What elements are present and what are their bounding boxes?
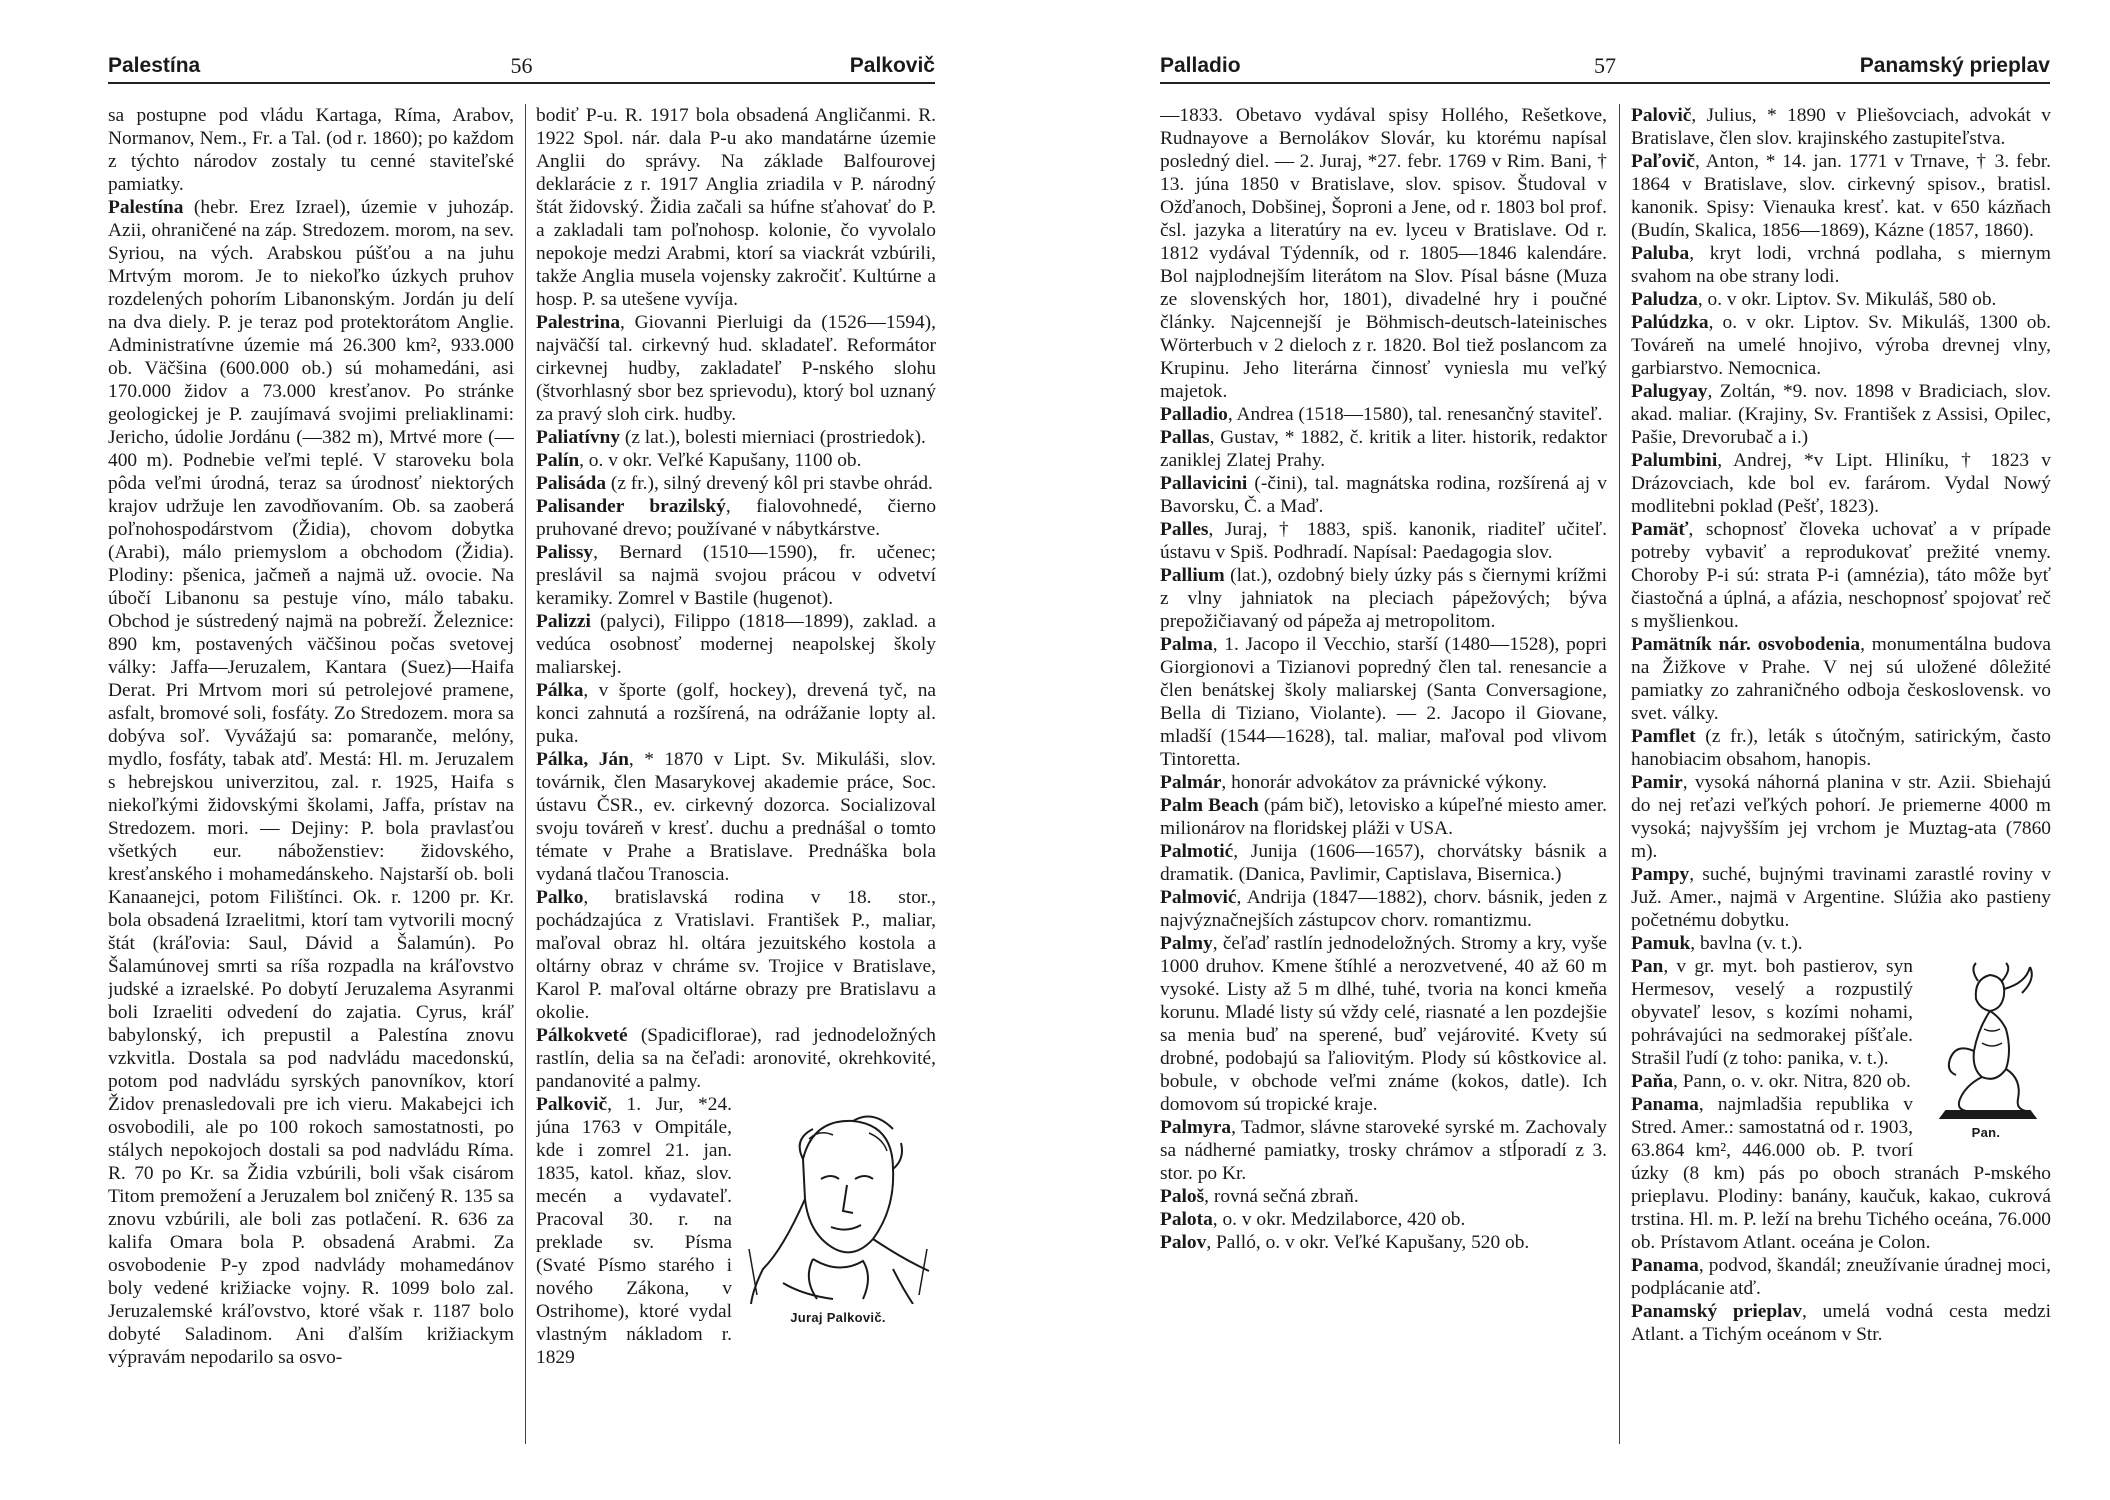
dictionary-entry <box>1631 311 2051 380</box>
entry-headword: Palles <box>1160 519 1209 540</box>
dictionary-entry <box>108 196 514 1369</box>
dictionary-entry <box>1631 725 2051 771</box>
entry-headword: Palko <box>536 887 584 908</box>
entry-headword: Pálka, Ján <box>536 749 629 770</box>
entry-text: (hebr. Erez Izrael), územie v juhozáp. Azii, ohraničené na záp. Stredozem. morom, na sev. Syriou, na vých. Arabskou púšťou a na juhu Mrtvým morom. Je to niekoľko úzkych pruhov rozdelených pohorím Libanonským. Jordán ju delí na dva diely. P. je teraz pod protektorátom Anglie. Administratívne územie má 26.300 km², 933.000 ob. Väčšina (600.000 ob.) sú mohamedáni, asi 170.000 židov a 73.000 kresťanov. Po stránke geologickej je P. zaujímavá svojimi preliaklinami: Jericho, údolie Jordánu (—382 m), Mrtvé more (—400 m). Podnebie veľmi teplé. V staroveku bola pôda veľmi úrodná, teraz sa úrodnosť niektorých krajov udržuje len zavodňovaním. Ob. sa zaoberá poľnohospodárstvom (Židia), chovom dobytka (Arabi), málo priemyslom a obchodom (Židia). Plodiny: pšenica, jačmeň a najmä už. ovocie. Na úbočí Libanonu sa pestuje víno, málo tabaku. Obchod je sústredený najmä na pobreží. Železnice: 890 km, postavených väčšinou počas svetovej války: Jaffa—Jeruzalem, Kantara (Suez)—Haifa Derat. Pri Mrtvom mori sú petrolejové pramene, asfalt, bromové soli, fosfáty. Zo Stredozem. mora sa dobýva soľ. Vyvážajú sa: pomaranče, melóny, mydlo, fosfáty, tabak atď. Mestá: Hl. m. Jeruzalem s hebrejskou univerzitou, zal. r. 1925, Haifa s niekoľkými židovskými školami, Jaffa, prístav na Stredozem. mori. — Dejiny: P. bola pravlasťou všetkých eur. náboženstiev: židovského, kresťanského i mohamedánskeho. Najstarší ob. boli Kanaanejci, potom Filištínci. Ok. r. 1200 pr. Kr. bola obsadená Izraelitmi, ktorí tam vytvorili mocný štát (kráľovia: Saul, Dávid a Šalamún). Po Šalamúnovej smrti sa ríša rozpadla na kráľovstvo judské a izraelské. Po dobytí Jeruzalema Asyranmi boli Izraeliti odvedení do zajatia. Cyrus, kráľ babylonský, ich prepustil a Palestína znovu vzkvitla. Dostala sa pod nadvládu macedonskú, potom pod nadvládu syrských panovníkov, ktorí Židov prenasledovali pre ich vieru. Makabejci ich osvobodili, ale po 100 rokoch samostatnosti, po stálych nepokojoch dostali sa pod nadvládu Ríma. R. 70 po Kr. sa Židia vzbúrili, boli však cisárom Titom premožení a Jeruzalem bol zničený R. 135 sa znovu vzbúrili, ale boli zas potlačení. R. 636 za kalifa Omara bola P. obsadená Arabmi. Za osvobodenie P-y zpod nadvlády mohamedánov boly vedené križiacke vojny. R. 1099 bolo zal. Jeruzalemské kráľovstvo, ktoré však r. 1187 bolo dobyté Saladinom. Ani ďalším križiackym výpravám nepodarilo sa osvo- <box>108 197 514 1368</box>
entry-headword: Palizzi <box>536 611 591 632</box>
entry-text: , o. v okr. Liptov. Sv. Mikuláš, 580 ob. <box>1697 289 1997 310</box>
entry-text: (z fr.), leták s útočným, satirickým, často hanobiacim obsahom, hanopis. <box>1631 726 2051 770</box>
entry-headword: Palissy <box>536 542 594 563</box>
entry-headword: Pallavicini <box>1160 473 1248 494</box>
right-page <box>1055 0 2110 1500</box>
pan-statue-illustration-icon <box>1926 959 2046 1119</box>
dictionary-entry <box>536 472 936 495</box>
entry-text: (z fr.), silný drevený kôl pri stavbe ohrád. <box>606 473 933 494</box>
entry-text: , o. v okr. Medzilaborce, 420 ob. <box>1212 1209 1466 1230</box>
page-number: 57 <box>1594 53 1616 78</box>
dictionary-entry <box>1160 1116 1607 1185</box>
page-number: 56 <box>510 53 533 78</box>
entry-headword: Palma <box>1160 634 1213 655</box>
header-left-guideword: Palestína <box>108 54 201 77</box>
dictionary-entry <box>1160 771 1607 794</box>
entry-text: , bavlna (v. t.). <box>1690 933 1803 954</box>
entry-text: , o. v okr. Veľké Kapušany, 1100 ob. <box>579 450 862 471</box>
entry-text: , v gr. myt. boh pastierov, syn Hermesov, veselý a rozpustilý obyvateľ lesov, s kozími nohami, pohrávajúci na sedmorakej píšťale. Strašil ľudí (z toho: panika, v. t.). <box>1631 956 1913 1069</box>
entry-text: , 1. Jacopo il Vecchio, starší (1480—1528), popri Giorgionovi a Tizianovi popredný člen tal. renesancie a člen benátskej školy maliarskej (Santa Conversagione, Bella di Tiziano, Violante). — 2. Jacopo il Giovane, mladší (1544—1628), tal. maliar, maľoval pod vlivom Tintoretta. <box>1160 634 1607 770</box>
entry-text: , umelá vodná cesta medzi Atlant. a Tichým oceánom v Str. <box>1631 1301 2051 1345</box>
entry-headword: Palkovič <box>536 1094 608 1115</box>
dictionary-entry <box>1160 564 1607 633</box>
entry-text: (z lat.), bolesti mierniaci (prostriedok). <box>620 427 926 448</box>
entry-text: , podvod, škandál; zneužívanie úradnej moci, podplácanie atď. <box>1631 1255 2051 1299</box>
entry-headword: Palumbini <box>1631 450 1718 471</box>
header-left-guideword: Palladio <box>1160 54 1241 77</box>
entry-headword: Palestína <box>108 197 184 218</box>
entry-text: , rovná sečná zbraň. <box>1204 1186 1359 1207</box>
dictionary-entry <box>1160 633 1607 771</box>
dictionary-entry <box>536 311 936 426</box>
figure-caption: Juraj Palkovič. <box>790 1310 886 1325</box>
figure-caption: Pan. <box>1971 1125 2001 1140</box>
entry-headword: Pallium <box>1160 565 1225 586</box>
entry-text: , Andrej, *v Lipt. Hliníku, † 1823 v Drázovciach, kde bol ev. farárom. Vydal Nowý modlitebni poklad (Pešť, 1823). <box>1631 450 2051 517</box>
dictionary-entry <box>536 886 936 1024</box>
dictionary-entry <box>1160 472 1607 518</box>
dictionary-entry <box>536 495 936 541</box>
entry-headword: Palovič <box>1631 105 1692 126</box>
entry-headword: Palín <box>536 450 580 471</box>
dictionary-entry <box>1160 1185 1607 1208</box>
dictionary-entry <box>1631 863 2051 932</box>
entry-headword: Palm Beach <box>1160 795 1259 816</box>
dictionary-entry <box>536 104 936 311</box>
dictionary-entry <box>536 449 936 472</box>
entry-headword: Paloš <box>1160 1186 1205 1207</box>
entry-text: , Julius, * 1890 v Pliešovciach, advokát v Bratislave, člen slov. krajinského zastupiteľstva. <box>1631 105 2051 149</box>
entry-text: , 1. Jur, *24. júna 1763 v Ompitále, kde i zomrel 21. jan. 1835, katol. kňaz, slov. mecén a vydavateľ. Pracoval 30. r. na preklade sv. Písma (Svaté Písmo starého i nového Zákona, v Ostrihome), ktoré vydal vlastným nákladom r. 1829 <box>536 1094 732 1368</box>
entry-headword: Pallas <box>1160 427 1210 448</box>
entry-headword: Palmotić <box>1160 841 1234 862</box>
entry-text: , najmladšia republika v Stred. Amer.: samostatná od r. 1903, 63.864 km², 446.000 ob. P. tvorí úzky (8 km) pás po oboch stranách P-mského prieplavu. Plodiny: banány, kaučuk, kakao, cukrová trstina. Hl. m. P. leží na brehu Tichého oceána, 76.000 ob. Prístavom Atlant. oceána je Colon. <box>1631 1094 2051 1253</box>
entry-text: , Zoltán, *9. nov. 1898 v Bradiciach, slov. akad. maliar. (Krajiny, Sv. František z Assisi, Opilec, Pašie, Drevorubač a i.) <box>1631 381 2051 448</box>
dictionary-entry <box>536 1024 936 1093</box>
entry-headword: Paluba <box>1631 243 1690 264</box>
text-column-1 <box>108 104 514 1444</box>
dictionary-entry <box>1160 518 1607 564</box>
entry-headword: Pálkokveté <box>536 1025 628 1046</box>
dictionary-entry <box>1631 150 2051 242</box>
entry-headword: Palmár <box>1160 772 1222 793</box>
dictionary-entry <box>1160 886 1607 932</box>
entry-headword: Palmy <box>1160 933 1213 954</box>
entry-headword: Pamflet <box>1631 726 1696 747</box>
entry-headword: Pamäť <box>1631 519 1689 540</box>
entry-headword: Pamir <box>1631 772 1683 793</box>
entry-text: , Palló, o. v okr. Veľké Kapušany, 520 ob. <box>1206 1232 1530 1253</box>
entry-text: , fialovohnedé, čierno pruhované drevo; používané v nábytkárstve. <box>536 496 936 540</box>
entry-headword: Palov <box>1160 1232 1207 1253</box>
entry-text: , o. v okr. Liptov. Sv. Mikuláš, 1300 ob. Továreň na umelé hnojivo, výroba drevnej vlny, garbiarstvo. Nemocnica. <box>1631 312 2051 379</box>
dictionary-entry <box>1631 380 2051 449</box>
portrait-figure <box>740 1099 936 1329</box>
entry-text: , Junija (1606—1657), chorvátsky básnik a dramatik. (Danica, Pavlimir, Captislava, Bisernica.) <box>1160 841 1607 885</box>
dictionary-entry <box>1631 449 2051 518</box>
entry-text: (lat.), ozdobný biely úzky pás s čiernymi krížmi z vlny jahniatok na pleciach pápežových; býva prepožičiavaný od pápeža aj metropolitom. <box>1160 565 1607 632</box>
entry-text: (palyci), Filippo (1818—1899), zaklad. a vedúca osobnosť modernej neapolskej školy maliarskej. <box>536 611 936 678</box>
entry-text: , Giovanni Pierluigi da (1526—1594), najväčší tal. cirkevný hud. skladateľ. Reformátor cirkevnej hudby, zakladateľ P-nského slohu (štvorhlasný sbor bez sprievodu), ktorý bol uznaný za pravý sloh cirk. hudby. <box>536 312 936 425</box>
entry-text: , monumentálna budova na Žižkove v Prahe. V nej sú uložené dôležité pamiatky zo zahraničného odboja československ. vo svet. války. <box>1631 634 2051 724</box>
dictionary-entry <box>1631 104 2051 150</box>
dictionary-entry <box>1631 242 2051 288</box>
entry-headword: Paliatívny <box>536 427 621 448</box>
entry-text: , suché, bujnými travinami zarastlé roviny v Juž. Amer., najmä v Argentine. Slúžia ako pastieny početnému dobytku. <box>1631 864 2051 931</box>
entry-headword: Pampy <box>1631 864 1690 885</box>
entry-text: , Andrija (1847—1882), chorv. básnik, jeden z najvýznačnejších zástupcov chorv. romantizmu. <box>1160 887 1607 931</box>
entry-text: (Spadiciflorae), rad jednodeložných rastlín, delia sa na čeľadi: aronovité, okrehkovité, pandanovité a palmy. <box>536 1025 936 1092</box>
dictionary-entry <box>1160 794 1607 840</box>
entry-text: , v športe (golf, hockey), drevená tyč, na konci zahnutá a rozšírená, na odrážanie lopty al. puka. <box>536 680 936 747</box>
dictionary-entry <box>1160 104 1607 403</box>
page-header <box>108 52 935 84</box>
dictionary-entry <box>1631 771 2051 863</box>
entry-text: , Bernard (1510—1590), fr. učenec; preslávil sa najmä svojou prácou v odvetví keramiky. Zomrel v Bastile (hugenot). <box>536 542 936 609</box>
header-right-guideword: Palkovič <box>849 54 935 77</box>
entry-text: , Andrea (1518—1580), tal. renesančný staviteľ. <box>1227 404 1603 425</box>
entry-text: , kryt lodi, vrchná podlaha, s miernym svahom na obe strany lodi. <box>1631 243 2051 287</box>
page-header <box>1160 52 2050 84</box>
entry-headword: Paľovič <box>1631 151 1696 172</box>
entry-headword: Pamätník nár. osvobodenia <box>1631 634 1861 655</box>
pan-figure <box>1921 959 2051 1144</box>
entry-text: , Anton, * 14. jan. 1771 v Trnave, † 3. febr. 1864 v Bratislave, slov. cirkevný spisov., bratisl. kanonik. Spisy: Vienauka kresť. kat. v 650 kázňach (Budín, Skalica, 1856—1869), Kázne (1857, 1860). <box>1631 151 2051 241</box>
entry-text: , Pann, o. v. okr. Nitra, 820 ob. <box>1673 1071 1911 1092</box>
entry-headword: Pálka <box>536 680 584 701</box>
dictionary-entry <box>536 748 936 886</box>
dictionary-entry <box>1631 633 2051 725</box>
dictionary-entry <box>536 1093 936 1369</box>
entry-text: , Gustav, * 1882, č. kritik a liter. historik, redaktor zaniklej Zlatej Prahy. <box>1160 427 1607 471</box>
entry-headword: Palota <box>1160 1209 1213 1230</box>
dictionary-entry <box>1160 426 1607 472</box>
entry-text: , bratislavská rodina v 18. stor., pochádzajúca z Vratislavi. František P., maliar, maľoval obraz hl. oltára jezuitského kostola a oltárny obraz v chráme sv. Trojice v Bratislave, Karol P. maľoval oltárne obrazy pre Bratislavu a okolie. <box>536 887 936 1023</box>
entry-headword: Panama <box>1631 1255 1699 1276</box>
dictionary-entry <box>1160 840 1607 886</box>
portrait-illustration-icon <box>743 1099 933 1304</box>
dictionary-entry <box>536 426 936 449</box>
entry-headword: Paludza <box>1631 289 1698 310</box>
entry-headword: Paňa <box>1631 1071 1674 1092</box>
text-column-2 <box>536 104 936 1444</box>
entry-text: , schopnosť človeka uchovať a v prípade potreby vybaviť a reprodukovať prežité vnemy. Choroby P-i sú: strata P-i (amnézia), táto môže byť čiastočná a úplná, a afázia, neschopnosť spojovať reč s myšlienkou. <box>1631 519 2051 632</box>
entry-headword: Palladio <box>1160 404 1228 425</box>
entry-headword: Panamský prieplav <box>1631 1301 1802 1322</box>
entry-headword: Palmović <box>1160 887 1237 908</box>
text-column-1 <box>1160 104 1607 1444</box>
dictionary-entry <box>1160 932 1607 1116</box>
entry-text: , Tadmor, slávne staroveké syrské m. Zachovaly sa nádherné pamiatky, trosky chrámov a stĺporadí z 3. stor. po Kr. <box>1160 1117 1607 1184</box>
dictionary-entry <box>1160 1208 1607 1231</box>
entry-headword: Pan <box>1631 956 1664 977</box>
entry-headword: Panama <box>1631 1094 1699 1115</box>
entry-text: sa postupne pod vládu Kartaga, Ríma, Arabov, Normanov, Nem., Fr. a Tal. (od r. 1860); po každom z týchto národov zostaly tu cenné staviteľské pamiatky. <box>108 105 514 195</box>
dictionary-entry <box>536 679 936 748</box>
entry-text: bodiť P-u. R. 1917 bola obsadená Angličanmi. R. 1922 Spol. nár. dala P-u ako mandatárne územie Anglii do správy. Na základe Balfourovej deklarácie z r. 1917 Anglia zriadila v P. národný štát židovský. Židia začali sa húfne sťahovať do P. a zakladali tam poľnohosp. kolonie, čo vyvolalo nepokoje medzi Arabmi, ktorí sa viackrát vzbúrili, takže Anglia musela vojensky zakročiť. Kultúrne a hosp. P. sa utešene vyvíja. <box>536 105 936 310</box>
dictionary-entry <box>1631 518 2051 633</box>
entry-text: —1833. Obetavo vydával spisy Hollého, Rešetkove, Rudnayove a Bernolákov Slovár, ku ktorému napísal posledný diel. — 2. Juraj, *27. febr. 1769 v Rim. Bani, † 13. júna 1850 v Bratislave, slov. spisov. Študoval v Ožďanoch, Dobšinej, Šoproni a Jene, od r. 1803 bol prof. čsl. jazyka a literatúry na ev. lyceu v Bratislave. Od r. 1812 vydával Týdenník, od r. 1805—1846 kalendáre. Bol najplodnejším literátom na Slov. Písal básne (Muza ze slovenských hor, 1801), divadelné hry i poučné články. Najcennejší je Böhmisch-deutsch-lateinisches Wörterbuch v 2 dieloch z r. 1820. Bol tiež poslancom za Krupinu. Jeho literárna činnosť vyniesla mu veľký majetok. <box>1160 105 1607 402</box>
entry-text: , vysoká náhorná planina v str. Azii. Sbiehajú do nej reťazi veľkých pohorí. Je priemerne 4000 m vysoká; najvyšším jej vrchom je Muztag-ata (7860 m). <box>1631 772 2051 862</box>
entry-text: , Juraj, † 1883, spiš. kanonik, riaditeľ učiteľ. ústavu v Spiš. Podhradí. Napísal: Paedagogia slov. <box>1160 519 1607 563</box>
text-column-2 <box>1631 104 2051 1444</box>
entry-text: , honorár advokátov za právnické výkony. <box>1221 772 1547 793</box>
entry-text: , čeľaď rastlín jednodeložných. Stromy a kry, vyše 1000 druhov. Kmene štíhlé a nerozvetvené, 40 až 60 m vysoké. Listy až 5 m dlhé, tuhé, tvoria na konci kmeňa korunu. Mladé listy sú vždy celé, riasnaté a len pozdejšie sa menia buď na sperené, buď vejárovité. Kvety sú drobné, podobajú sa ľaliovitým. Plody sú kôstkovice al. bobule, v obchode veľmi známe (kokos, datle). Ich domovom sú tropické kraje. <box>1160 933 1607 1115</box>
entry-headword: Palisáda <box>536 473 607 494</box>
entry-headword: Palmyra <box>1160 1117 1232 1138</box>
dictionary-entry <box>1631 1300 2051 1346</box>
dictionary-entry <box>1160 1231 1607 1254</box>
column-divider <box>1619 104 1620 1444</box>
entry-headword: Palestrina <box>536 312 621 333</box>
entry-headword: Palisander brazilský <box>536 496 726 517</box>
column-divider <box>525 104 526 1444</box>
dictionary-entry <box>536 610 936 679</box>
header-right-guideword: Panamský prieplav <box>1859 54 2050 77</box>
dictionary-entry <box>536 541 936 610</box>
dictionary-entry <box>1631 932 2051 955</box>
entry-text: (-čini), tal. magnátska rodina, rozšírená aj v Bavorsku, Č. a Maď. <box>1160 473 1607 517</box>
entry-text: (pám bič), letovisko a kúpeľné miesto amer. milionárov na floridskej pláži v USA. <box>1160 795 1607 839</box>
dictionary-entry <box>108 104 514 196</box>
dictionary-entry <box>1160 403 1607 426</box>
dictionary-entry <box>1631 288 2051 311</box>
entry-headword: Palugyay <box>1631 381 1708 402</box>
dictionary-entry <box>1631 1254 2051 1300</box>
entry-headword: Pamuk <box>1631 933 1691 954</box>
entry-text: , * 1870 v Lipt. Sv. Mikuláši, slov. továrnik, člen Masarykovej akademie práce, Soc. ústavu ČSR., ev. cirkevný dozorca. Socializoval svoju továreň v kresť. duchu a prednášal o tomto témate v Prahe a Bratislave. Prednáška bola vydaná tlačou Tranoscia. <box>536 749 936 885</box>
entry-headword: Palúdzka <box>1631 312 1709 333</box>
